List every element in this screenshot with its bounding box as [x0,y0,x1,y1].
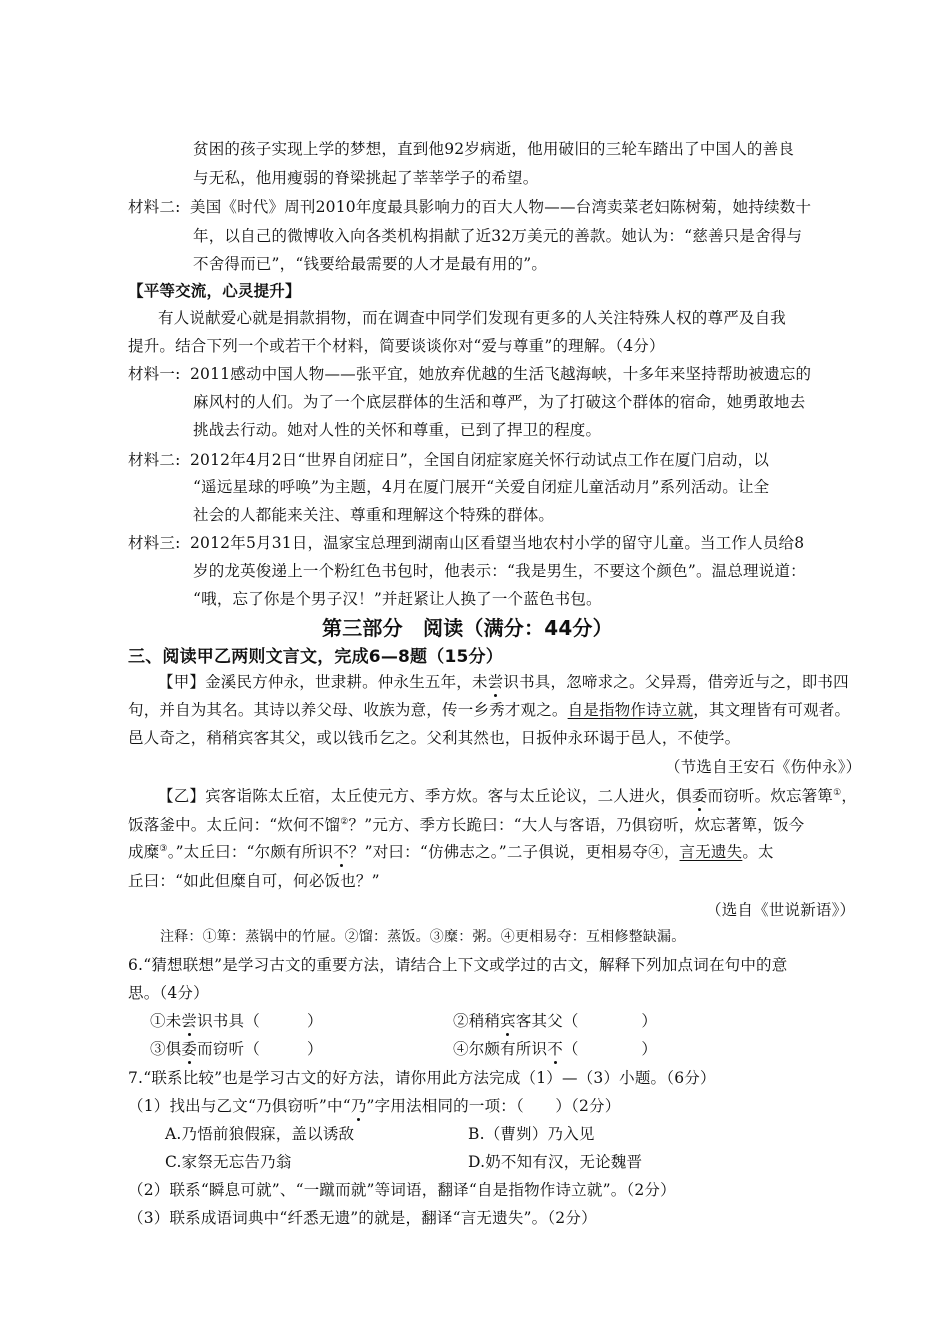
underlined-sentence: 自是指物作诗立就 [567,701,694,719]
text-line: 社会的人都能来关注、尊重和理解这个特殊的群体。 [193,506,555,524]
text-line: 年，以自己的微博收入向各类机构捐献了近32万美元的善款。她认为：“慈善只是舍得与 [193,227,803,245]
passage-yi-line: 饭落釜中。太丘问：“炊何不馏②？”元方、季方长跪曰：“大人与客语，乃俱窃听，炊忘著箄，饭今 [128,816,805,834]
q6-option-1: ①未尝识书具（ ） [150,1012,323,1030]
passage-source: （选自《世说新语》） [706,901,856,919]
text-line: 岁的龙英俊递上一个粉红色书包时，他表示：“我是男生，不要这个颜色”。温总理说道： [193,562,806,580]
text-line: 2012年4月2日“世界自闭症日”，全国自闭症家庭关怀行动试点工作在厦门启动，以 [190,451,770,469]
text-line: 2012年5月31日，温家宝总理到湖南山区看望当地农村小学的留守儿童。当工作人员给8 [190,534,805,552]
material-label: 材料一: [128,365,181,383]
dotted-word: 不 [333,843,349,861]
q6-option-4: ④尔颇有所识不（ ） [453,1040,658,1058]
q7-sub-3: （3）联系成语词典中“纤悉无遗”的就是，翻译“言无遗失”。（2分） [128,1209,597,1227]
text-line: 美国《时代》周刊2010年度最具影响力的百大人物——台湾卖菜老妇陈树菊，她持续数十 [190,198,812,216]
passage-yi-line: 【乙】宾客诣陈太丘宿，太丘使元方、季方炊。客与太丘论议，二人进火，俱委而窃听。炊忘箸箄①， [158,787,858,805]
q7-option-b: B.（曹刿）乃入见 [468,1125,595,1143]
q7-option-c: C.家祭无忘告乃翁 [165,1153,292,1171]
passage-source: （节选自王安石《伤仲永》） [665,758,862,776]
passage-jia-line: 句，并自为其名。其诗以养父母、收族为意，传一乡秀才观之。自是指物作诗立就，其文理皆有可观者。 [128,701,851,719]
material-label: 材料二: [128,198,181,216]
text-line: 挑战去行动。她对人性的关怀和尊重，已到了捍卫的程度。 [193,421,602,439]
question-6: 6.“猜想联想”是学习古文的重要方法，请结合上下文或学过的古文，解释下列加点词在句中的意 [128,956,788,974]
text-line: 2011感动中国人物——张平宜，她放弃优越的生活飞越海峡，十多年来坚持帮助被遗忘的 [190,365,812,383]
passage-jia-line: 邑人奇之，稍稍宾客其父，或以钱币乞之。父利其然也，日扳仲永环谒于邑人，不使学。 [128,729,741,747]
text-line: “遥远星球的呼唤”为主题，4月在厦门展开“关爱自闭症儿童活动月”系列活动。让全 [193,478,770,496]
text-line: “哦，忘了你是个男子汉！”并赶紧让人换了一个蓝色书包。 [193,590,602,608]
section-heading: 三、阅读甲乙两则文言文，完成6—8题（15分） [128,647,503,667]
passage-yi-line: 丘曰：“如此但糜自可，何必饭也？” [128,872,380,890]
question-7: 7.“联系比较”也是学习古文的好方法，请你用此方法完成（1）—（3）小题。（6分） [128,1069,716,1087]
text-line: 提升。结合下列一个或若干个材料，简要谈谈你对“爱与尊重”的理解。（4分） [128,337,665,355]
annotation-note: 注释：①箄：蒸锅中的竹屉。②馏：蒸饭。③糜：粥。④更相易夺：互相修整缺漏。 [160,929,686,945]
material-label: 材料二: [128,451,181,469]
passage-yi-line: 成糜③。”太丘曰：“尔颇有所识不？”对曰：“仿佛志之。”二子俱说，更相易夺④，言无遗失。太 [128,843,774,861]
part-title: 第三部分 阅读（满分：44分） [322,616,613,640]
q7-option-a: A.乃悟前狼假寐，盖以诱敌 [165,1125,355,1143]
q7-sub-1: （1）找出与乙文“乃俱窃听”中“乃”字用法相同的一项：（ ）（2分） [128,1097,621,1115]
q6-option-3: ③俱委而窃听（ ） [150,1040,323,1058]
passage-jia-line: 【甲】金溪民方仲永，世隶耕。仲永生五年，未尝识书具，忽啼求之。父异焉，借旁近与之，即书四 [158,673,849,691]
text-line: 贫困的孩子实现上学的梦想，直到他92岁病逝，他用破旧的三轮车踏出了中国人的善良 [193,140,795,158]
text-line: 不舍得而已”，“钱要给最需要的人才是最有用的”。 [193,255,548,273]
q6-option-2: ②稍稍宾客其父（ ） [453,1012,658,1030]
text-line: 麻风村的人们。为了一个底层群体的生活和尊严，为了打破这个群体的宿命，她勇敢地去 [193,393,806,411]
material-label: 材料三: [128,534,181,552]
underlined-sentence: 言无遗失 [679,843,743,861]
q7-sub-2: （2）联系“瞬息可就”、“一蹴而就”等词语，翻译“自是指物作诗立就”。（2分） [128,1181,676,1199]
dotted-word: 委 [691,787,708,805]
question-6-cont: 思。（4分） [128,984,209,1002]
text-line: 与无私，他用瘦弱的脊梁挑起了莘莘学子的希望。 [193,169,539,187]
section-heading: 【平等交流，心灵提升】 [128,281,301,300]
text-line: 有人说献爱心就是捐款捐物，而在调查中同学们发现有更多的人关注特殊人权的尊严及自我 [158,309,787,327]
q7-option-d: D.奶不知有汉，无论魏晋 [468,1153,643,1171]
dotted-word: 尝 [487,673,504,691]
